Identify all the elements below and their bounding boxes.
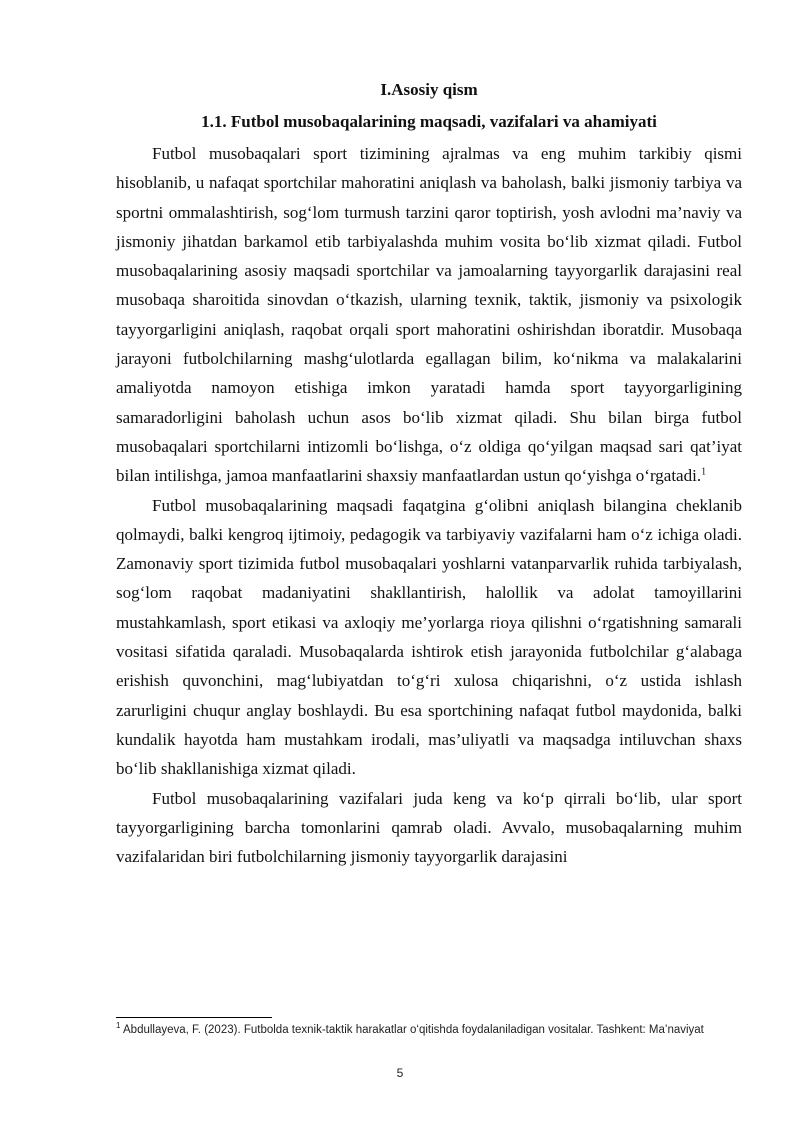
paragraph-1 — [116, 139, 742, 491]
subsection-title: 1.1. Futbol musobaqalarining maqsadi, vazifalari va ahamiyati — [201, 112, 657, 131]
paragraph-3-text: Futbol musobaqalarining vazifalari juda keng va ko‘p qirrali bo‘lib, ular sport tayyorgarligining barcha tomonlarini qamrab oladi. Avvalo, musobaqalarning muhim vazifalaridan biri futbolchilarning jismoniy tayyorgarlik darajasini — [116, 788, 742, 867]
footnote-divider — [116, 1017, 272, 1018]
paragraph-1-text: Futbol musobaqalari sport tizimining ajralmas va eng muhim tarkibiy qismi hisoblanib, u nafaqat sportchilar mahoratini aniqlash va baholash, balki jismoniy tarbiya va sportni ommalashtirish, sog‘lom turmush tarzini qaror toptirish, yosh avlodni ma’naviy va jismoniy jihatdan barkamol etib tarbiyalashda muhim vosita bo‘lib xizmat qiladi. Futbol musobaqalarining asosiy maqsadi sportchilar va jamoalarning tayyorgarlik darajasini real musobaqa sharoitida sinovdan o‘tkazish, ularning texnik, taktik, jismoniy va psixologik tayyorgarligini aniqlash, raqobat orqali sport mahoratini oshirishdan iboratdir. Musobaqa jarayoni futbolchilarning mashg‘ulotlarda egallagan bilim, ko‘nikma va malakalarini amaliyotda namoyon etishiga imkon yaratadi hamda sport tayyorgarligining samaradorligini baholash uchun asos bo‘lib xizmat qiladi. Shu bilan birga futbol musobaqalari sportchilarni intizomli bo‘lishga, o‘z oldiga qo‘yilgan maqsad sari qat’iyat bilan intilishga, jamoa manfaatlarini shaxsiy manfaatlardan ustun qo‘yishga o‘rgatadi. — [116, 144, 742, 486]
footnote-text: Abdullayeva, F. (2023). Futbolda texnik-taktik harakatlar o‘qitishda foydalaniladigan vositalar. Tashkent: Ma’naviyat — [123, 1024, 704, 1036]
footnote-marker: 1 — [116, 1021, 121, 1031]
paragraph-2-text: Futbol musobaqalarining maqsadi faqatgina g‘olibni aniqlash bilangina cheklanib qolmaydi, balki kengroq ijtimoiy, pedagogik va tarbiyaviy vazifalarni ham o‘z ichiga oladi. Zamonaviy sport tizimida futbol musobaqalari yoshlarni vatanparvarlik ruhida tarbiyalash, sog‘lom raqobat madaniyatini shakllantirish, halollik va adolat tamoyillarini mustahkamlash, sport etikasi va axloqiy me’yorlarga rioya qilishni o‘rgatishning samarali vositasi sifatida qaraladi. Musobaqalarda ishtirok etish jarayonida futbolchilar g‘alabaga erishish quvonchini, mag‘lubiyatdan to‘g‘ri xulosa chiqarishni, o‘z ustida ishlash zarurligini chuqur anglay boshlaydi. Bu esa sportchining nafaqat futbol maydonida, balki kundalik hayotda ham mustahkam irodali, mas’uliyatli va maqsadga intiluvchan shaxs bo‘lib shakllanishiga xizmat qiladi. — [116, 495, 742, 779]
footnote — [116, 1022, 736, 1039]
section-title: I.Asosiy qism — [380, 80, 478, 99]
paragraph-2 — [116, 491, 742, 784]
document-page — [116, 72, 742, 871]
page-number: 5 — [396, 1066, 404, 1080]
footnote-reference[interactable]: 1 — [701, 466, 707, 478]
paragraph-3 — [116, 784, 742, 872]
